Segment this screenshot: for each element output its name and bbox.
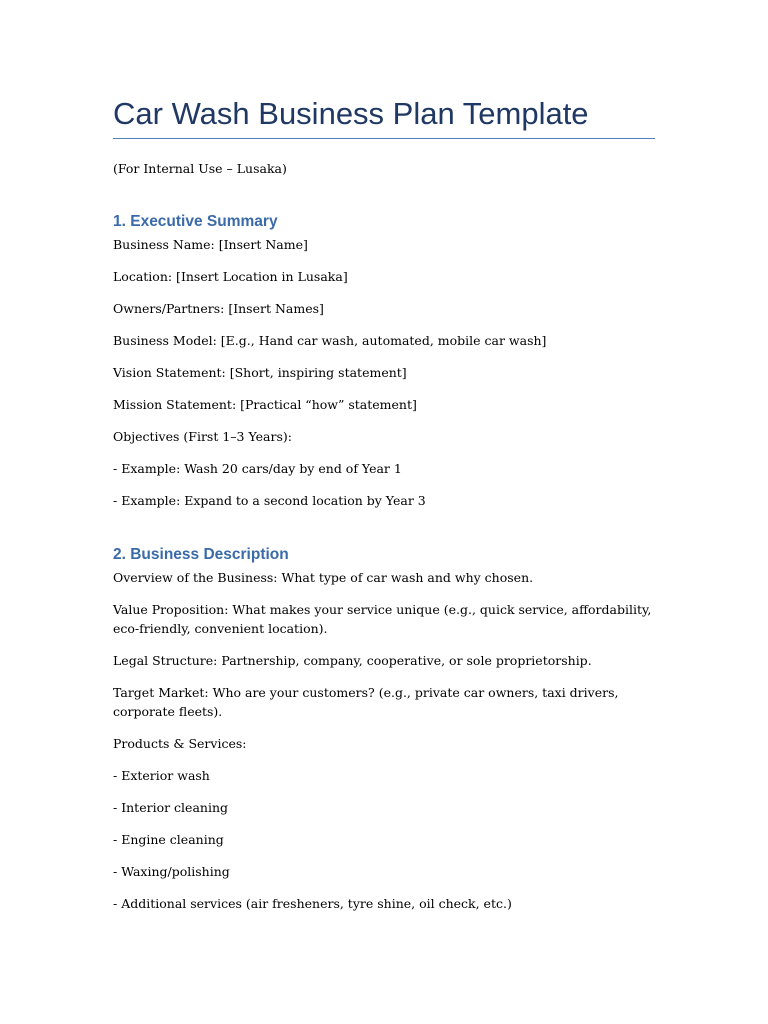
- products-services-line: Products & Services:: [113, 736, 247, 751]
- legal-structure-line: Legal Structure: Partnership, company, cooperative, or sole proprietorship.: [113, 653, 592, 668]
- owners-line: Owners/Partners: [Insert Names]: [113, 301, 324, 316]
- business-name-line: Business Name: [Insert Name]: [113, 237, 308, 252]
- target-market-line: Target Market: Who are your customers? (e.g., private car owners, taxi drivers, corporate fleets).: [113, 685, 619, 719]
- list-item: - Exterior wash: [113, 768, 210, 783]
- section-heading: 2. Business Description: [113, 546, 289, 563]
- section-business-description: [113, 545, 655, 913]
- section-body: [113, 568, 655, 913]
- list-item: - Interior cleaning: [113, 800, 229, 815]
- document-title: Car Wash Business Plan Template: [113, 94, 655, 139]
- section-heading: 1. Executive Summary: [113, 213, 278, 230]
- list-item: - Example: Expand to a second location by Year 3: [113, 493, 426, 508]
- overview-line: Overview of the Business: What type of car wash and why chosen.: [113, 570, 534, 585]
- list-item: - Example: Wash 20 cars/day by end of Year 1: [113, 461, 402, 476]
- document-subtitle: (For Internal Use – Lusaka): [113, 161, 287, 176]
- list-item: - Waxing/polishing: [113, 864, 230, 879]
- section-executive-summary: [113, 212, 655, 510]
- value-proposition-line: Value Proposition: What makes your service unique (e.g., quick service, affordability, eco-friendly, convenient location).: [113, 602, 652, 636]
- section-body: [113, 235, 655, 510]
- mission-line: Mission Statement: [Practical “how” statement]: [113, 397, 417, 412]
- document-page: [113, 94, 655, 913]
- list-item: - Engine cleaning: [113, 832, 224, 847]
- location-line: Location: [Insert Location in Lusaka]: [113, 269, 348, 284]
- objectives-line: Objectives (First 1–3 Years):: [113, 429, 292, 444]
- vision-line: Vision Statement: [Short, inspiring statement]: [113, 365, 407, 380]
- business-model-line: Business Model: [E.g., Hand car wash, automated, mobile car wash]: [113, 333, 547, 348]
- list-item: - Additional services (air fresheners, tyre shine, oil check, etc.): [113, 896, 512, 911]
